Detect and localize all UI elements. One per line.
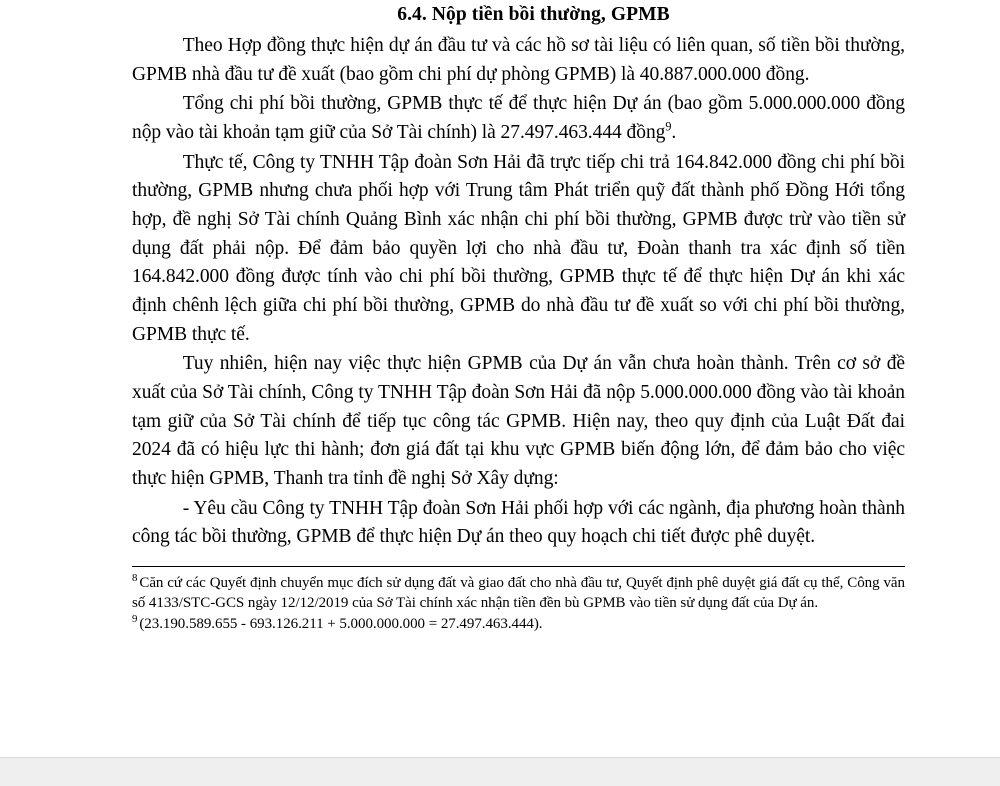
- footnotes-block: [0, 573, 1000, 634]
- paragraph-2-text: Tổng chi phí bồi thường, GPMB thực tế để thực hiện Dự án (bao gồm 5.000.000.000 đồng nộp vào tài khoản tạm giữ của Sở Tài chính) là 27.497.463.444 đồng: [132, 93, 905, 143]
- footnote-ref-9: 9: [665, 119, 672, 134]
- footnote-8-marker: 8: [132, 571, 138, 584]
- paragraph-4: Tuy nhiên, hiện nay việc thực hiện GPMB của Dự án vẫn chưa hoàn thành. Trên cơ sở đề xuất của Sở Tài chính, Công ty TNHH Tập đoàn Sơn Hải đã nộp 5.000.000.000 đồng vào tài khoản tạm giữ của Sở Tài chính để tiếp tục công tác GPMB. Hiện nay, theo quy định của Luật Đất đai 2024 đã có hiệu lực thi hành; đơn giá đất tại khu vực GPMB biến động lớn, để đảm bảo cho việc thực hiện GPMB, Thanh tra tỉnh đề nghị Sở Xây dựng:: [132, 353, 905, 489]
- footnote-divider: [132, 566, 905, 567]
- footnote-8: [132, 573, 905, 614]
- footnote-9-marker: 9: [132, 612, 138, 625]
- paragraph-3: Thực tế, Công ty TNHH Tập đoàn Sơn Hải đã trực tiếp chi trả 164.842.000 đồng chi phí bồi thường, GPMB nhưng chưa phối hợp với Trung tâm Phát triển quỹ đất thành phố Đồng Hới tổng hợp, đề nghị Sở Tài chính Quảng Bình xác nhận chi phí bồi thường, GPMB được trừ vào tiền sử dụng đất phải nộp. Để đảm bảo quyền lợi cho nhà đầu tư, Đoàn thanh tra xác định số tiền 164.842.000 đồng được tính vào chi phí bồi thường, GPMB thực tế để thực hiện Dự án khi xác định chênh lệch giữa chi phí bồi thường, GPMB do nhà đầu tư đề xuất so với chi phí bồi thường, GPMB thực tế.: [132, 151, 905, 345]
- page-left-margin: [0, 0, 7, 758]
- paragraph-2: [132, 90, 905, 147]
- footnote-8-text: Căn cứ các Quyết định chuyển mục đích sử dụng đất và giao đất cho nhà đầu tư, Quyết định phê duyệt giá đất cụ thể, Công văn số 4133/STC-GCS ngày 12/12/2019 của Sở Tài chính xác nhận tiền đền bù GPMB vào tiền sử dụng đất của Dự án.: [132, 574, 905, 612]
- viewer-bottom-strip: [0, 757, 1000, 786]
- footnote-separator-wrap: [0, 566, 1000, 567]
- paragraph-5: - Yêu cầu Công ty TNHH Tập đoàn Sơn Hải phối hợp với các ngành, địa phương hoàn thành công tác bồi thường, GPMB để thực hiện Dự án theo quy hoạch chi tiết được phê duyệt.: [132, 497, 905, 548]
- paragraph-1: Theo Hợp đồng thực hiện dự án đầu tư và các hồ sơ tài liệu có liên quan, số tiền bồi thường, GPMB nhà đầu tư đề xuất (bao gồm chi phí dự phòng GPMB) là 40.887.000.000 đồng.: [132, 35, 905, 85]
- page-title: 6.4. Nộp tiền bồi thường, GPMB: [397, 4, 670, 25]
- paragraph-2-tail: .: [671, 121, 677, 143]
- footnote-9: [132, 614, 905, 634]
- footnote-9-text: (23.190.589.655 - 693.126.211 + 5.000.000.000 = 27.497.463.444).: [139, 615, 543, 632]
